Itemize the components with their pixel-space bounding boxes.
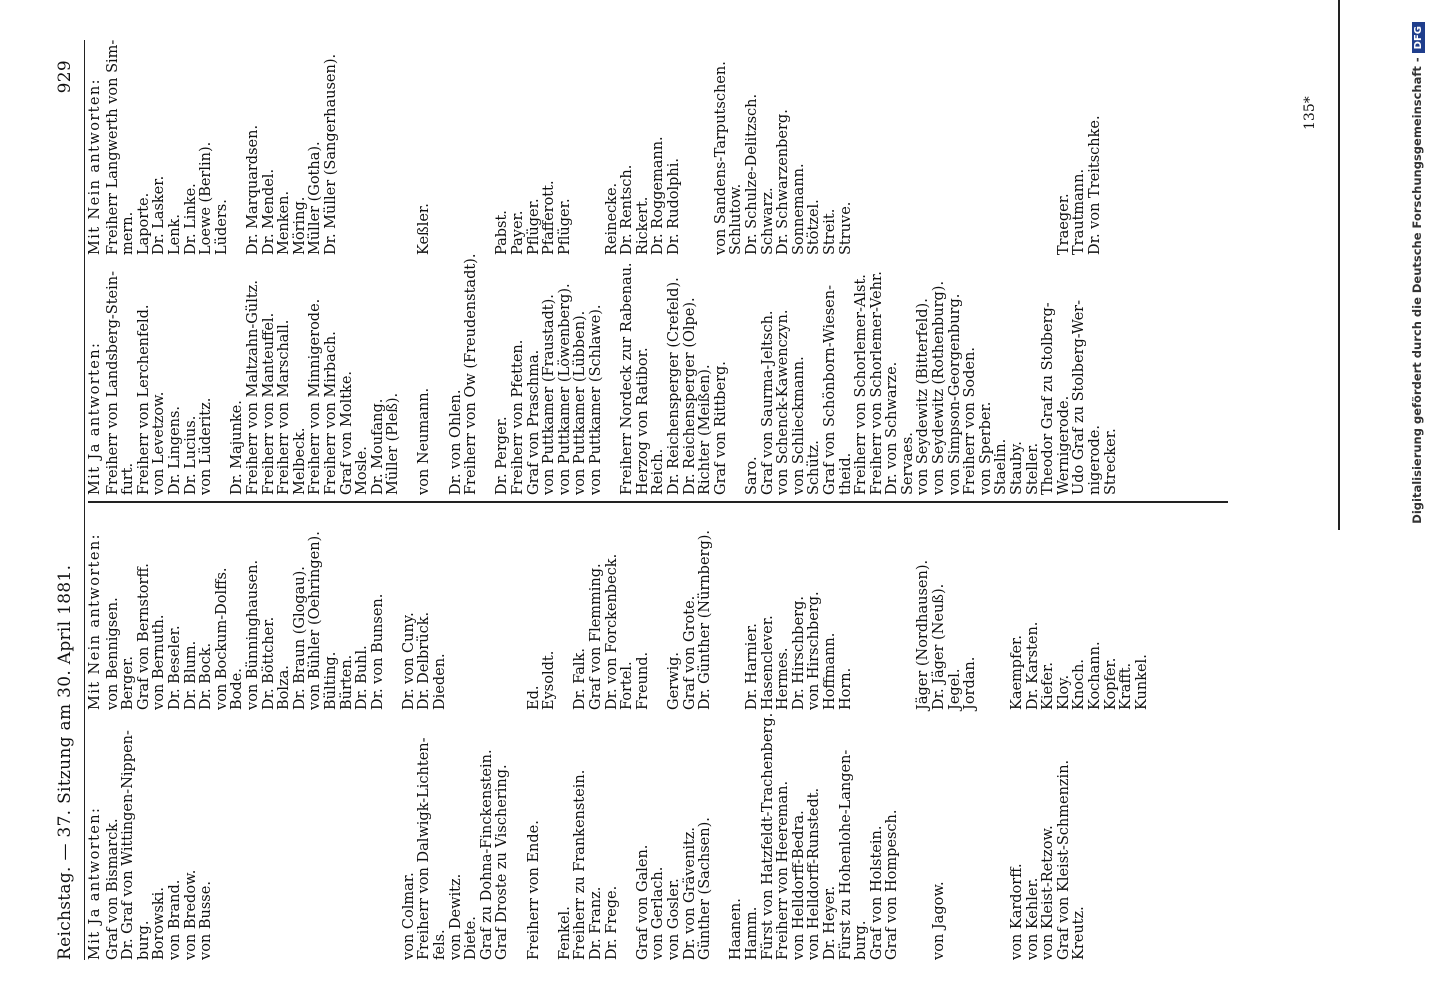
member-name: Pflüger. [556,198,573,255]
list-spacer [885,530,901,710]
member-name: Rickert. [634,196,651,255]
member-name: Dr. Schulze-Delitzsch. [743,93,760,255]
member-name: Staelin. [993,438,1010,495]
member-name: von Brand. [166,879,183,960]
list-spacer [324,713,340,960]
member-name: von Schlieckmann. [790,356,807,495]
list-spacer [480,40,496,255]
list-spacer [355,713,371,960]
member-name: Graf von Flemming. [588,563,604,710]
list-spacer [246,713,262,960]
list-spacer [464,530,480,710]
member-name: Jordan. [962,656,979,710]
member-name: Dr. Mendel. [260,168,277,255]
member-name: Dr. von Ohlen. [447,389,464,495]
member-name: Bolza. [276,665,293,710]
list-spacer [870,40,886,255]
member-name: Dr. Lasker. [151,175,168,255]
member-name: Kaempfer. [1009,635,1026,710]
member-name: Knoch. [1071,659,1088,710]
page-header [55,40,85,960]
member-name: von Jagow. [931,881,948,960]
member-name: Mosle. [354,446,371,495]
list-spacer [433,40,449,255]
member-name: Graf von Bernstorff. [135,563,152,710]
member-name: Reich. [650,448,667,495]
list-spacer [948,713,964,960]
member-name: Dr. Marquardsen. [244,124,261,255]
member-name: von Seydewitz (Rothenburg). [931,280,948,495]
member-name: Dr. Rentsch. [619,164,636,255]
member-name: Dr. von Cuny. [400,612,417,710]
list-spacer [215,713,231,960]
member-name: Jegel. [946,668,963,710]
member-name: von Schenck-Kawenczyn. [775,309,792,495]
member-name: Freiherr von Schorlemer-Vehr. [868,271,885,495]
member-name: Dr. Delbrück. [416,611,433,710]
list-spacer [1010,40,1026,255]
member-name: Dieden. [432,653,449,710]
member-name: Stauby. [1009,441,1026,495]
member-name: Pfafferott. [541,180,558,255]
member-name: Steller. [1024,442,1041,495]
member-name: Lenk. [166,214,183,255]
member-name: Schwarz. [759,187,776,255]
member-name: von Sandens-Tarputschen. [712,61,729,255]
member-name: Payer. [510,210,527,255]
list-spacer [916,40,932,255]
member-name: Graf von Rittberg. [712,361,729,495]
member-name: Laporte. [135,192,152,255]
member-name: Müller (Pleß). [385,392,402,495]
member-name: Trautmann. [1071,168,1088,255]
list-spacer [511,530,527,710]
member-name: Dr. Hirschberg. [790,596,807,710]
member-name: von Levetzow. [151,391,168,495]
member-name: theid. [837,452,854,495]
list-spacer [230,40,246,255]
member-name: Dr. Perger. [494,416,511,495]
member-name: Freiherr von Pfetten. [510,339,527,495]
member-name: Graf von Praschma. [525,349,542,495]
member-name: mern. [120,211,137,255]
member-name: von Puttkamer (Fraustadt). [541,294,558,495]
list-spacer [651,530,667,710]
member-name: von Kehler. [1024,877,1041,960]
list-spacer [340,40,356,255]
list-spacer [558,530,574,710]
list-spacer [994,713,1010,960]
list-spacer [386,713,402,960]
member-name: Hasenclever. [759,615,776,710]
right-yes-list [106,254,1120,495]
member-name: Berger. [120,656,137,710]
member-name: Dr. Lingens. [166,405,183,495]
right-no-column [88,40,1104,255]
list-spacer [402,254,418,495]
member-name: Graf von Holstein. [868,825,885,960]
member-name: von Sperber. [977,401,994,495]
member-name: Graf von Hompesch. [884,809,901,960]
member-name: von Bennigsen. [104,597,121,710]
member-name: Graf zu Dohna-Finckenstein. [478,749,495,960]
left-no-column [88,530,1150,710]
member-name: Kunkel. [1133,654,1150,710]
list-spacer [948,40,964,255]
list-spacer [714,530,730,710]
member-name: Freiherr von Ow (Freudenstadt). [463,253,480,495]
member-name: Menken. [276,190,293,255]
member-name: Dr. Buhl. [354,645,371,710]
member-name: von Colmar. [400,872,417,960]
member-name: von Bredow. [182,869,199,960]
member-name: Graf Droste zu Vischering. [494,764,511,960]
list-spacer [495,530,511,710]
member-name: Gerwig. [665,651,682,710]
member-name: Freiherr von Lerchenfeld. [135,304,152,495]
member-name: Dr. Harnier. [743,623,760,710]
member-name: Pflüger. [525,198,542,255]
member-name: Graf von Galen. [634,844,651,960]
member-name: Dr. Blum. [182,640,199,710]
member-name: Freiherr von Minnigerode. [307,298,324,495]
member-name: Dr. Schwarzenberg. [775,109,792,255]
member-name: Fenkel. [556,906,573,960]
member-name: Dr. von Grävenitz. [681,826,698,960]
member-name: Kopfer. [1102,657,1119,710]
list-spacer [620,713,636,960]
member-name: Freiherr von Heereman. [775,780,792,960]
list-spacer [854,530,870,710]
digitization-note [1410,22,1432,978]
list-spacer [402,40,418,255]
signature-mark: 135* [1302,96,1318,130]
member-name: Graf von Kleist-Schmenzin. [1055,759,1072,960]
member-name: Graf von Bismarck. [104,818,121,960]
member-name: Servaes. [899,432,916,495]
member-name: von Puttkamer (Löwenberg). [556,283,573,495]
member-name: Richter (Meißen). [697,364,714,495]
member-name: Freund. [634,651,651,710]
member-name: Lüders. [213,199,230,255]
bottom-rule [1338,0,1340,530]
member-name: Freiherr von Dalwigk-Lichten- [416,737,433,960]
left-no-header: Mit Nein antworten: [87,533,103,710]
page-number: 929 [55,60,75,94]
member-name: Dr. Heyer. [821,885,838,960]
member-name: Reinecke. [603,182,620,255]
member-name: Fortel. [619,661,636,710]
right-no-header: Mit Nein antworten: [87,78,103,255]
list-spacer [901,40,917,255]
member-name: Dr. Falk. [572,648,589,710]
member-name: Dr. Böttcher. [260,616,277,710]
list-spacer [277,713,293,960]
member-name: Graf von Saurma-Jeltsch. [759,310,776,495]
member-name: Dr. Jäger (Neuß). [931,583,948,710]
right-yes-column [88,254,1119,495]
right-yes-header: Mit Ja antworten: [87,341,103,495]
right-no-list [106,40,1104,255]
list-spacer [449,40,465,255]
list-spacer [308,713,324,960]
member-name: Dr. Reichensperger (Crefeld). [665,277,682,495]
member-name: Freiherr Langwerth von Sim- [104,39,121,255]
member-name: Krafft. [1118,662,1135,710]
member-name: Haanen. [728,898,745,960]
member-name: Bülting. [322,651,339,710]
member-name: Dr. Beseler. [166,625,183,710]
member-name: Dr. Franz. [588,886,604,960]
list-spacer [1041,40,1057,255]
member-name: Dr. Bock. [198,642,215,710]
member-name: Fürst zu Hohenlohe-Langen- [837,749,854,960]
member-name: Kiefer. [1040,662,1057,710]
member-name: von Bockum-Dolffs. [213,567,230,710]
member-name: von Bünninghausen. [244,559,261,710]
list-spacer [963,40,979,255]
member-name: Freiherr Nordeck zur Rabenau. [619,262,636,495]
list-spacer [573,40,589,255]
member-name: Freiherr von Ende. [525,820,542,960]
member-name: Hamm. [743,906,760,960]
list-spacer [433,254,449,495]
list-spacer [355,40,371,255]
member-name: nigerode. [1087,425,1103,495]
list-spacer [885,40,901,255]
member-name: Dr. Braun (Glogau). [291,566,308,710]
member-name: von Bühler (Oehringen). [307,531,324,710]
list-spacer [386,530,402,710]
member-name: Jäger (Nordhausen). [915,559,932,710]
member-name: burg. [135,920,152,960]
member-name: Theodor Graf zu Stolberg- [1040,302,1057,495]
list-spacer [511,713,527,960]
member-name: burg. [853,920,870,960]
member-name: von Dewitz. [447,873,464,960]
list-spacer [854,40,870,255]
member-name: Graf von Grote. [681,595,698,710]
member-name: Dr. Majunke. [229,400,246,495]
list-spacer [994,530,1010,710]
member-name: Eysoldt. [541,650,558,710]
list-spacer [605,254,621,495]
member-name: Dr. Graf von Wittingen-Nippen- [120,730,137,960]
member-name: Strecker. [1102,428,1119,495]
member-name: von Lüderitz. [198,397,215,495]
member-name: Traeger. [1055,193,1072,255]
member-name: Dr. Rudolphi. [665,158,682,255]
member-name: Wernigerode. [1055,395,1072,495]
member-name: Kochann. [1087,641,1103,710]
member-name: Freiherr von Mirbach. [322,331,339,495]
member-name: Borowski. [151,887,168,960]
list-spacer [340,713,356,960]
member-name: Streit. [821,208,838,255]
member-name: Schlutow. [728,183,745,255]
member-name: furt. [120,462,137,495]
member-name: Dr. von Forckenbeck. [603,553,620,710]
member-name: Kloy. [1055,674,1072,710]
member-name: Graf von Moltke. [338,370,355,495]
member-name: von Puttkamer (Lübben). [572,310,589,495]
member-name: Freiherr von Manteuffel. [260,312,277,495]
member-name: Keßler. [416,203,433,255]
list-spacer [979,40,995,255]
list-spacer [230,713,246,960]
member-name: Dr. Reichensperger (Olpe). [681,297,698,495]
list-spacer [480,254,496,495]
member-name: Saro. [743,456,760,495]
list-spacer [714,713,730,960]
member-name: Dr. Karsten. [1024,621,1041,710]
member-name: Ed. [525,685,542,710]
list-spacer [979,530,995,710]
member-name: Freiherr von Maltzahn-Gültz. [244,280,261,495]
member-name: Diete. [463,916,480,960]
member-name: Dr. Roggemann. [650,136,667,255]
member-name: von Gerlach. [650,866,667,960]
member-name: Freiherr von Marschall. [276,319,293,495]
member-name: Dr. von Schwarze. [884,361,901,495]
list-spacer [698,40,714,255]
member-name: Graf von Schönborn-Wiesen- [821,285,838,495]
member-name: von Helldorff-Bedra. [790,810,807,960]
list-spacer [480,530,496,710]
list-spacer [215,254,231,495]
member-name: von Helldorff-Runstedt. [806,787,823,960]
member-name: Udo Graf zu Stolberg-Wer- [1071,299,1088,495]
list-spacer [901,530,917,710]
left-yes-header: Mit Ja antworten: [87,806,103,960]
member-name: Struve. [837,201,854,255]
member-name: von Puttkamer (Schlawe). [588,304,604,495]
list-spacer [293,713,309,960]
left-no-list [106,530,1151,710]
list-spacer [542,713,558,960]
member-name: Freiherr von Schorlemer-Alst. [853,274,870,495]
header-rule [84,40,85,960]
member-name: von Kleist-Retzow. [1040,825,1057,960]
list-spacer [932,40,948,255]
list-spacer [870,530,886,710]
list-spacer [262,713,278,960]
list-spacer [683,40,699,255]
left-yes-list [106,713,1088,960]
list-spacer [729,254,745,495]
member-name: Horn. [837,667,854,710]
member-name: Dr. Günther (Nürnberg). [697,529,714,710]
list-spacer [979,713,995,960]
member-name: Dr. Müller (Sangerhausen). [322,53,339,255]
member-name: von Gosler. [665,878,682,960]
member-name: von Bernuth. [151,614,168,710]
list-spacer [371,40,387,255]
member-name: Schütz. [806,440,823,495]
dfg-badge: DFG [1412,22,1425,53]
member-name: Dr. Moufang. [369,398,386,495]
member-name: Müller (Gotha). [307,141,324,255]
member-name: Möring. [291,196,308,255]
digitization-text: Digitalisierung gefördert durch die Deutsche Forschungsgemeinschaft - [1410,57,1424,524]
member-name: Dr. Frege. [603,885,620,960]
list-spacer [589,40,605,255]
list-spacer [449,530,465,710]
member-name: Dr. von Treitschke. [1087,115,1103,255]
member-name: Freiherr zu Frankenstein. [572,769,589,960]
list-spacer [729,530,745,710]
member-name: von Hirschberg. [806,591,823,710]
member-name: Kreutz. [1071,906,1088,960]
member-name: Melbeck. [291,427,308,495]
member-name: Herzog von Ratibor. [634,347,651,495]
list-spacer [963,713,979,960]
list-spacer [916,713,932,960]
list-spacer [371,713,387,960]
list-spacer [464,40,480,255]
member-name: Freiherr von Soden. [962,347,979,495]
member-name: Dr. Linke. [182,183,199,255]
running-head: Reichstag. — 37. Sitzung am 30. April 1881. [55,564,75,960]
member-name: von Kardorff. [1009,863,1026,960]
member-name: Pabst. [494,210,511,255]
member-name: Freiherr von Landsberg-Stein- [104,271,121,495]
list-spacer [994,40,1010,255]
member-name: Hoffmann. [821,632,838,710]
member-name: Loewe (Berlin). [198,141,215,255]
member-name: fels. [432,929,449,960]
member-name: Bode. [229,668,246,710]
column-divider [88,502,1228,504]
member-name: von Neumann. [416,387,433,495]
member-name: Fürst von Hatzfeldt-Trachenberg. [759,712,776,960]
member-name: Dr. von Bunsen. [369,593,386,710]
list-spacer [1026,40,1042,255]
member-name: Stötzel. [806,199,823,255]
list-spacer [386,40,402,255]
member-name: Günther (Sachsen). [697,817,714,960]
member-name: Dr. Lucius. [182,415,199,495]
member-name: von Seydewitz (Bitterfeld). [915,298,932,495]
member-name: Hermes. [775,647,792,710]
member-name: von Busse. [198,881,215,960]
member-name: Sonnemann. [790,163,807,255]
member-name: von Simpson-Georgenburg. [946,293,963,495]
left-yes-column [88,713,1088,960]
list-spacer [901,713,917,960]
member-name: Bürten. [338,654,355,710]
